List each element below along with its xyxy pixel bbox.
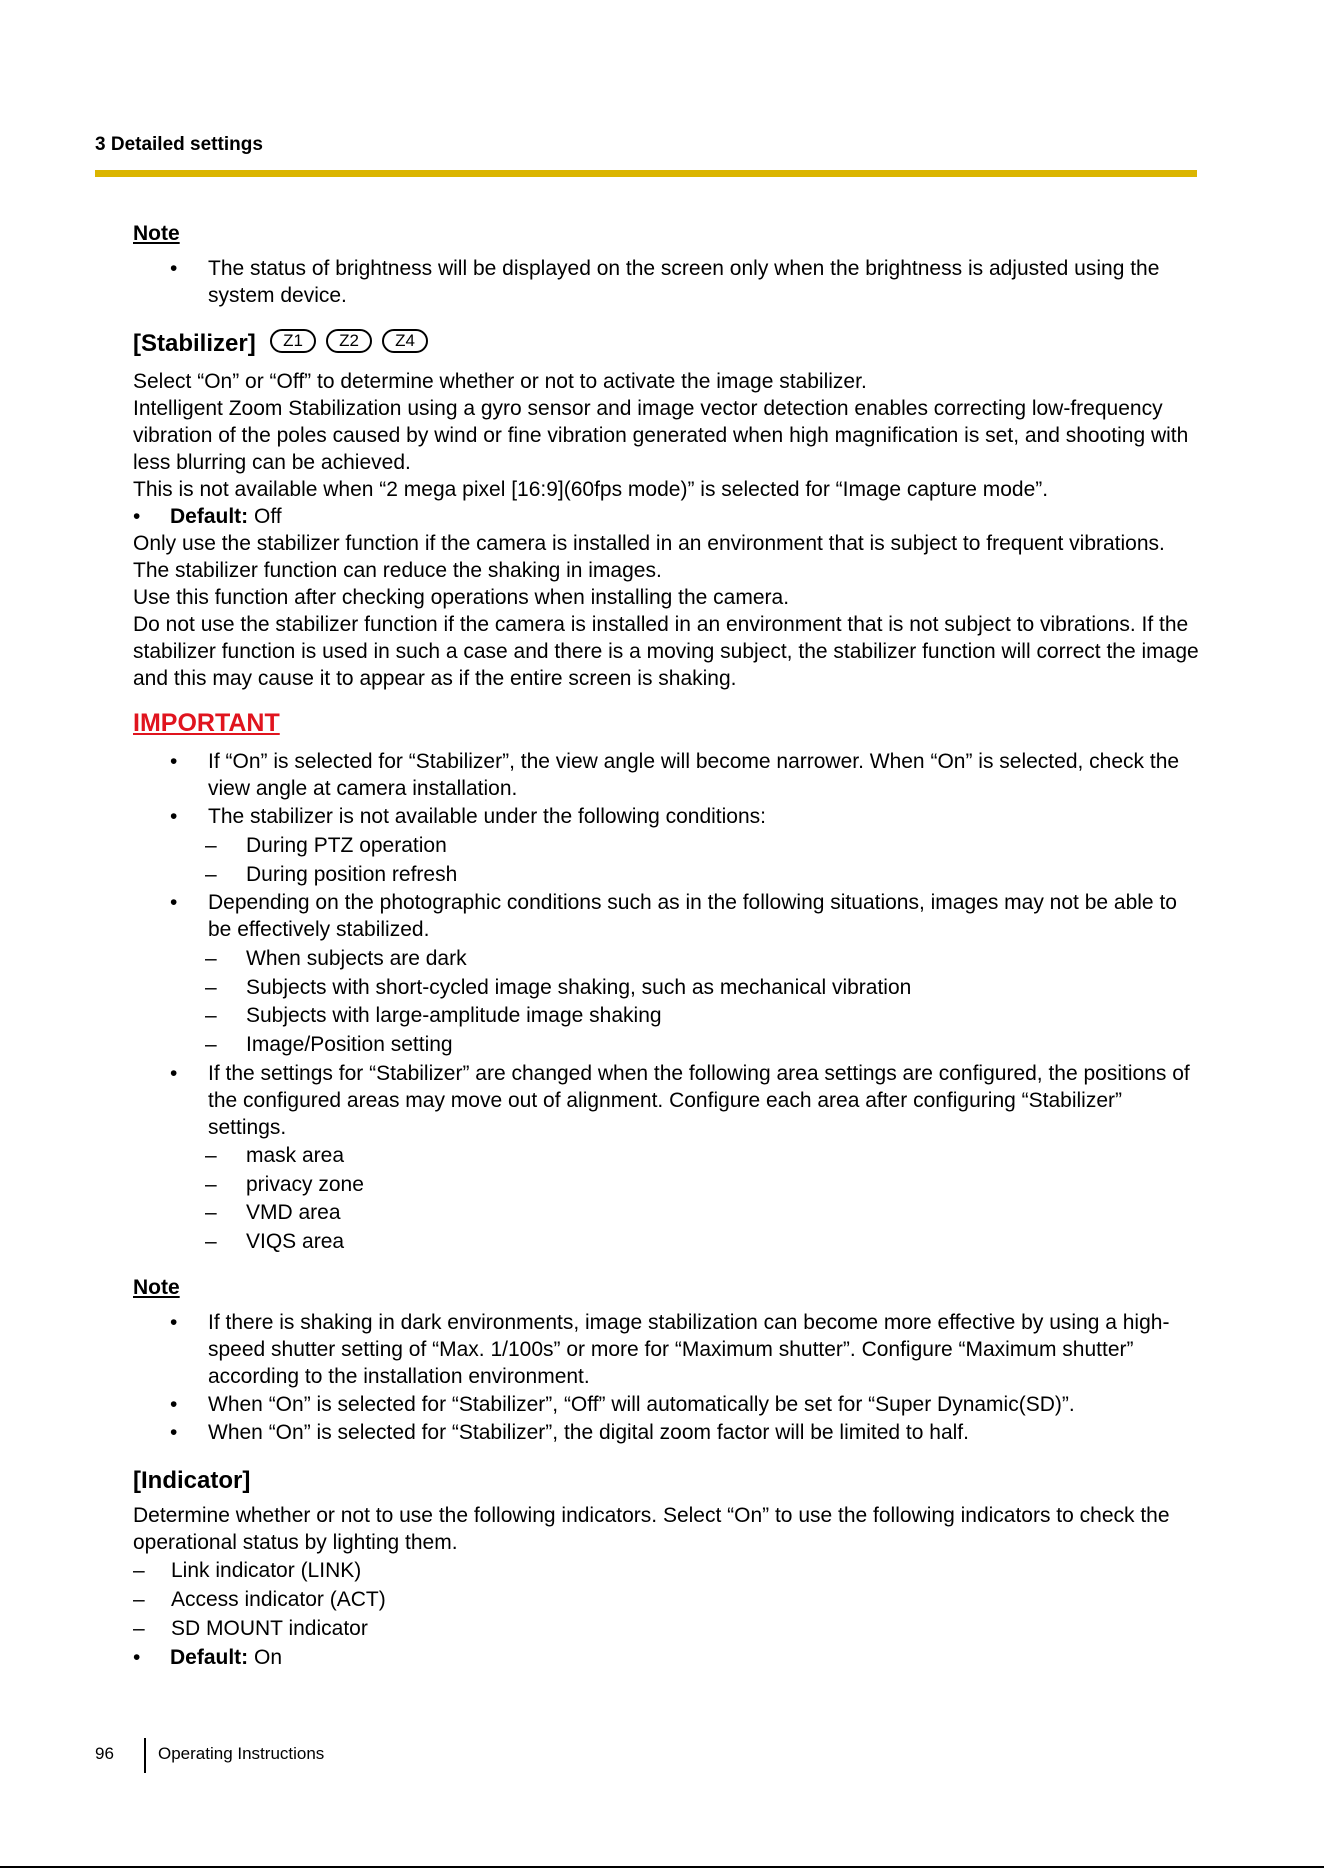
note-bullet: • The status of brightness will be displayed on the screen only when the brightness is adjusted using the system device.: [170, 257, 1160, 307]
stabilizer-title: [Stabilizer]: [133, 330, 256, 357]
condition-item: – Subjects with short-cycled image shaking, such as mechanical vibration: [205, 976, 912, 999]
area-item: – VIQS area: [205, 1230, 345, 1253]
header-rule: [95, 170, 1197, 177]
default-label: Default:: [170, 1646, 249, 1669]
stabilizer-paragraph: Only use the stabilizer function if the camera is installed in an environment that is subject to frequent vibrations.: [133, 532, 1165, 555]
stabilizer-paragraph: Do not use the stabilizer function if the camera is installed in an environment that is not subject to vibrations. If the stabilizer function is used in such a case and there is a moving subject, the stabilizer function will correct the image and this may cause it to appear as if the entire screen is shaking.: [133, 613, 1199, 690]
stabilizer-paragraph: The stabilizer function can reduce the shaking in images.: [133, 559, 662, 582]
bullet-icon: •: [170, 750, 178, 773]
condition-item: – Subjects with large-amplitude image shaking: [205, 1004, 662, 1027]
page-number: 96: [95, 1744, 114, 1763]
condition-item: – During PTZ operation: [205, 834, 447, 857]
area-item: – VMD area: [205, 1201, 341, 1224]
bullet-icon: •: [170, 1393, 178, 1416]
default-label: Default:: [170, 505, 249, 528]
indicator-item: – SD MOUNT indicator: [133, 1617, 368, 1640]
area-item: – mask area: [205, 1144, 345, 1167]
important-bullet: • If “On” is selected for “Stabilizer”, the view angle will become narrower. When “On” is selected, check the view angle at camera installation.: [170, 750, 1180, 800]
model-badge-z4: Z4: [382, 329, 428, 353]
model-badges: [270, 329, 428, 359]
model-badge-z2: Z2: [326, 329, 372, 353]
area-item: – privacy zone: [205, 1173, 364, 1196]
bullet-icon: •: [133, 505, 141, 528]
indicator-paragraph: Determine whether or not to use the following indicators. Select “On” to use the following indicators to check the operational status by lighting them.: [133, 1504, 1170, 1554]
condition-item: – Image/Position setting: [205, 1033, 453, 1056]
footer-title: Operating Instructions: [158, 1744, 325, 1763]
condition-item: – When subjects are dark: [205, 947, 467, 970]
bullet-icon: •: [170, 1311, 178, 1334]
note-heading: Note: [133, 222, 180, 245]
bullet-icon: •: [133, 1646, 141, 1669]
indicator-item: – Link indicator (LINK): [133, 1559, 362, 1582]
stabilizer-paragraph: This is not available when “2 mega pixel [16:9](60fps mode)” is selected for “Image capture mode”.: [133, 478, 1049, 501]
bullet-icon: •: [170, 1062, 178, 1085]
bullet-icon: •: [170, 891, 178, 914]
stabilizer-default: [133, 503, 282, 530]
default-value: On: [248, 1646, 283, 1669]
bullet-icon: •: [170, 805, 178, 828]
model-badge-z1: Z1: [270, 329, 316, 353]
footer-separator: [144, 1738, 146, 1773]
important-heading: IMPORTANT: [133, 709, 280, 737]
stabilizer-paragraph: Select “On” or “Off” to determine whether or not to activate the image stabilizer.: [133, 370, 867, 393]
indicator-title: [Indicator]: [133, 1467, 251, 1494]
important-bullet: • The stabilizer is not available under the following conditions:: [170, 805, 766, 828]
important-bullet: • If the settings for “Stabilizer” are changed when the following area settings are configured, the positions of the configured areas may move out of alignment. Configure each area after configuring “Stabilizer” settings.: [170, 1062, 1190, 1139]
stabilizer-paragraph: Use this function after checking operations when installing the camera.: [133, 586, 790, 609]
note-bullet: • When “On” is selected for “Stabilizer”, the digital zoom factor will be limited to half.: [170, 1421, 969, 1444]
note-bullet: • When “On” is selected for “Stabilizer”, “Off” will automatically be set for “Super Dynamic(SD)”.: [170, 1393, 1075, 1416]
note-bullet: • If there is shaking in dark environments, image stabilization can become more effective by using a high-speed shutter setting of “Max. 1/100s” or more for “Maximum shutter”. Configure “Maximum shutter” according to the installation environment.: [170, 1311, 1170, 1388]
section-heading: 3 Detailed settings: [95, 134, 263, 155]
indicator-default: [133, 1644, 282, 1671]
bullet-icon: •: [170, 257, 178, 280]
note-heading: Note: [133, 1276, 180, 1299]
bottom-rule: [0, 1866, 1324, 1868]
condition-item: – During position refresh: [205, 863, 458, 886]
stabilizer-paragraph: Intelligent Zoom Stabilization using a gyro sensor and image vector detection enables correcting low-frequency vibration of the poles caused by wind or fine vibration generated when high magnification is set, and shooting with less blurring can be achieved.: [133, 397, 1189, 474]
important-bullet: • Depending on the photographic conditions such as in the following situations, images may not be able to be effectively stabilized.: [170, 891, 1177, 941]
indicator-item: – Access indicator (ACT): [133, 1588, 386, 1611]
default-value: Off: [248, 505, 282, 528]
bullet-icon: •: [170, 1421, 178, 1444]
